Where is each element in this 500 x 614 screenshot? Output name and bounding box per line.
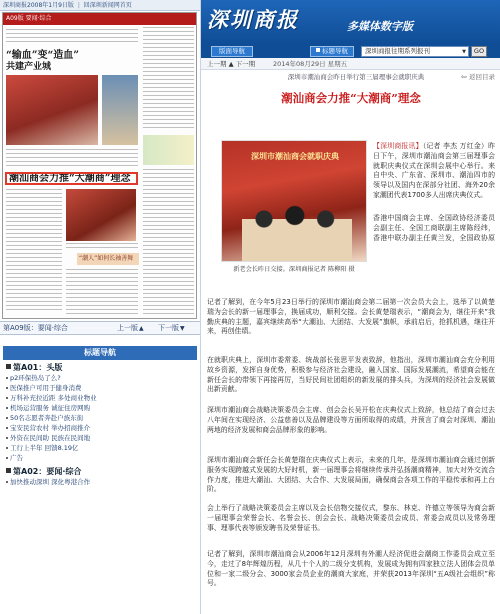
return-icon: ⇦ xyxy=(461,73,467,81)
article-body xyxy=(207,72,495,614)
current-page-name: 第A09版：要闻·综合 xyxy=(3,324,68,332)
bullet-icon xyxy=(6,468,11,473)
article-paragraph: 记者了解到，在今年5月23日举行的深圳市潮汕商会第二届第一次会员大会上，选举了以黄楚瑞为会长的新一届理事会，换届成功，顺利交接。会长黄楚瑞表示，“潮商会为，继往开来”我勤庆典的主题，嘉宾继续高举“大潮汕、大团结、大发展”旗帜，承前启后，抢抓机遇，继往开来，再创佳绩。 xyxy=(207,298,495,336)
thumbnail-text-block xyxy=(66,269,138,315)
down-arrow-icon: ▼ xyxy=(180,325,185,332)
toc-article-link[interactable]: 医保推户可用于健身消费 xyxy=(3,383,197,393)
article-paragraph: 深圳市潮汕商会战略决策委员会主席、创会会长吴开松在庆典仪式上致辞，他总结了商会过去八年间在实现经济、公益慈善以及品牌建设等方面所取得的成绩，并预言了商会对深圳、潮汕两地的经济发展和商会品牌形象的影响。 xyxy=(207,406,495,434)
toc-article-link[interactable]: 万科补充拉近距 多处商业物业 xyxy=(3,393,197,403)
article-photo xyxy=(221,140,367,262)
thumbnail-text-block xyxy=(66,243,138,251)
toc-article-link[interactable]: p2环保热岛了么? xyxy=(3,373,197,383)
article-headline: 潮汕商会力推“大潮商”理念 xyxy=(281,91,421,105)
issue-date-link[interactable]: 深圳商报2008年1月9日版 xyxy=(3,2,74,9)
issue-date-bar xyxy=(201,58,500,70)
bullet-icon xyxy=(6,364,11,369)
article-panel xyxy=(200,0,500,614)
toc-article-link[interactable]: 广告 xyxy=(3,453,197,463)
thumbnail-text-block xyxy=(143,169,194,315)
article-paragraph-text: （记者 李杰 万红金）昨日下午，深圳市潮汕商会第三届理事会就职庆典仪式在深圳会展中心举行。来自中央、广东省、深圳市、潮汕四市的领导以及国内在深部分社团、海外20余家潮团代表1700多人出席庆典仪式。 xyxy=(373,142,495,199)
thumbnail-masthead: A09版 要闻·综合 xyxy=(3,13,196,25)
nav-toolbar xyxy=(201,44,500,58)
thumbnail-text-block xyxy=(6,149,138,169)
photo-stage-text: 深圳市潮汕商会就职庆典 xyxy=(251,152,339,161)
thumbnail-photo xyxy=(6,75,98,145)
thumbnail-headline-1: “输血”变“造血” xyxy=(6,50,80,61)
thumbnail-sub-headline: “潮人”如何长袖善舞 xyxy=(77,253,139,265)
thumbnail-photo xyxy=(66,189,136,241)
topbar-separator: | xyxy=(77,2,80,9)
article-paragraph: 记者了解到，深圳市潮汕商会从2006年12月深圳有外潮人经济促进会潮商工作委员会成立至今，走过了8年辉煌历程，从几十个人的二级分支机构，发展成为拥有四家独立法人团体会员单位和一家二级分会、3000家会员企业的潮商大家庭，并荣获2013年深圳“五A级社会组织”称号。 xyxy=(207,550,495,588)
page-navigation-bar xyxy=(0,321,200,335)
article-kicker-text: 深圳市潮汕商会昨日举行第三届理事会就职庆典 xyxy=(287,73,425,81)
next-page-link[interactable] xyxy=(158,322,185,335)
title-navigation-list xyxy=(3,362,197,487)
tab-title-navigation-label: 标题导航 xyxy=(322,47,348,55)
issue-prev-next-links[interactable]: 上一期 ▲ 下一期 xyxy=(207,60,256,68)
article-paragraph xyxy=(373,142,495,201)
toc-article-link[interactable]: 外资在民间助 民族在民间地 xyxy=(3,433,197,443)
page-thumbnail[interactable] xyxy=(2,12,197,319)
thumbnail-text-block xyxy=(6,29,138,43)
article-dateline: 【深圳商报讯】 xyxy=(373,142,423,150)
toc-section-label: 第A02：要闻·综合 xyxy=(13,467,82,476)
toc-article-link[interactable]: 50名志愿者奔赴户族东街 xyxy=(3,413,197,423)
thumbnail-photo xyxy=(102,75,138,145)
back-to-contents-link[interactable] xyxy=(461,72,495,83)
thumbnail-text-block xyxy=(6,189,62,313)
up-arrow-icon: ▲ xyxy=(139,325,144,332)
thumbnail-highlighted-article[interactable]: 潮汕商会力推“大潮商”理念 xyxy=(5,172,138,185)
home-link[interactable]: 回深圳新闻网首页 xyxy=(83,2,132,9)
list-icon xyxy=(316,48,320,52)
chevron-down-icon: ▼ xyxy=(462,49,466,55)
toc-section-heading[interactable] xyxy=(3,362,197,373)
past-issues-select[interactable] xyxy=(361,46,469,57)
next-page-label: 下一版 xyxy=(158,324,179,332)
site-logo: 深圳商报 xyxy=(207,7,299,32)
photo-people xyxy=(242,191,352,261)
site-banner xyxy=(201,0,500,44)
tab-page-navigation[interactable]: 版面导航 xyxy=(211,46,253,57)
thumbnail-headline-2: 共建产业城 xyxy=(6,62,52,72)
toc-article-link[interactable]: 工行上半年 回馈8.19亿 xyxy=(3,443,197,453)
back-to-contents-label: 返回目录 xyxy=(469,73,495,81)
article-kicker xyxy=(207,72,495,83)
article-paragraph: 会上举行了战略决策委员会主席以及会长信物交接仪式，黎东、林克、许德立等领导为商会新一届理事会荣誉会长、名誉会长、创会会长、战略决策委员会成员、常委会成员以及常务理事、理事代表等颁发聘书及荣誉证书。 xyxy=(207,504,495,532)
title-navigation-header: 标题导航 xyxy=(3,346,197,360)
go-button[interactable]: GO xyxy=(471,46,487,57)
photo-caption: 新老会长昨日交接。深圳商报记者 陈柳阳 摄 xyxy=(233,266,355,273)
issue-date: 2014年08月29日 星期五 xyxy=(273,60,348,68)
toc-article-link[interactable]: 机场运营服务 诚征住房网购 xyxy=(3,403,197,413)
article-paragraph: 香港中国商会主席、全国政协经济委员会副主任、全国工商联副主席陈经纬，香港中联办副主任黄兰发，全国政协原 xyxy=(373,214,495,242)
tab-title-navigation[interactable] xyxy=(310,46,354,57)
prev-page-label: 上一版 xyxy=(117,324,138,332)
toc-article-link[interactable]: 宝安民营农村 举办招商推介 xyxy=(3,423,197,433)
toc-section-heading[interactable] xyxy=(3,466,197,477)
toc-article-link[interactable]: 加快推动深圳 深化粤港合作 xyxy=(3,477,197,487)
thumbnail-text-block xyxy=(143,27,194,131)
prev-page-link[interactable] xyxy=(117,322,144,335)
left-panel xyxy=(0,0,200,614)
thumbnail-ad xyxy=(143,135,194,165)
article-paragraph: 深圳市潮汕商会新任会长黄楚瑞在庆典仪式上表示，未来的几年，是深圳市潮汕商会通过创新服务实现跨越式发展的大好时机，新一届理事会将继续传承并弘扬潮商精神，加大对外交流合作力度，推进大潮汕、大团结、大合作、大发展局面，确保商会各项工作的平稳传承和再上台阶。 xyxy=(207,456,495,494)
toc-section-label: 第A01：头版 xyxy=(13,363,63,372)
article-paragraph: 在就职庆典上，深圳市委常委、统战部长张思平发表致辞，他指出，深圳市潮汕商会充分利用故乡资源，发挥自身优势，积极参与经济社会建设，融入国家、国际发展潮流，希望商会能在新任会长的带领下再接再厉，当好民间社团组织的新发展的排头兵，为深圳的经济社会发展做出新贡献。 xyxy=(207,356,495,394)
top-links-bar xyxy=(0,0,200,11)
site-slogan: 多媒体数字版 xyxy=(347,20,413,33)
past-issues-select-value: 深圳商报往期系列报刊 xyxy=(365,47,430,55)
